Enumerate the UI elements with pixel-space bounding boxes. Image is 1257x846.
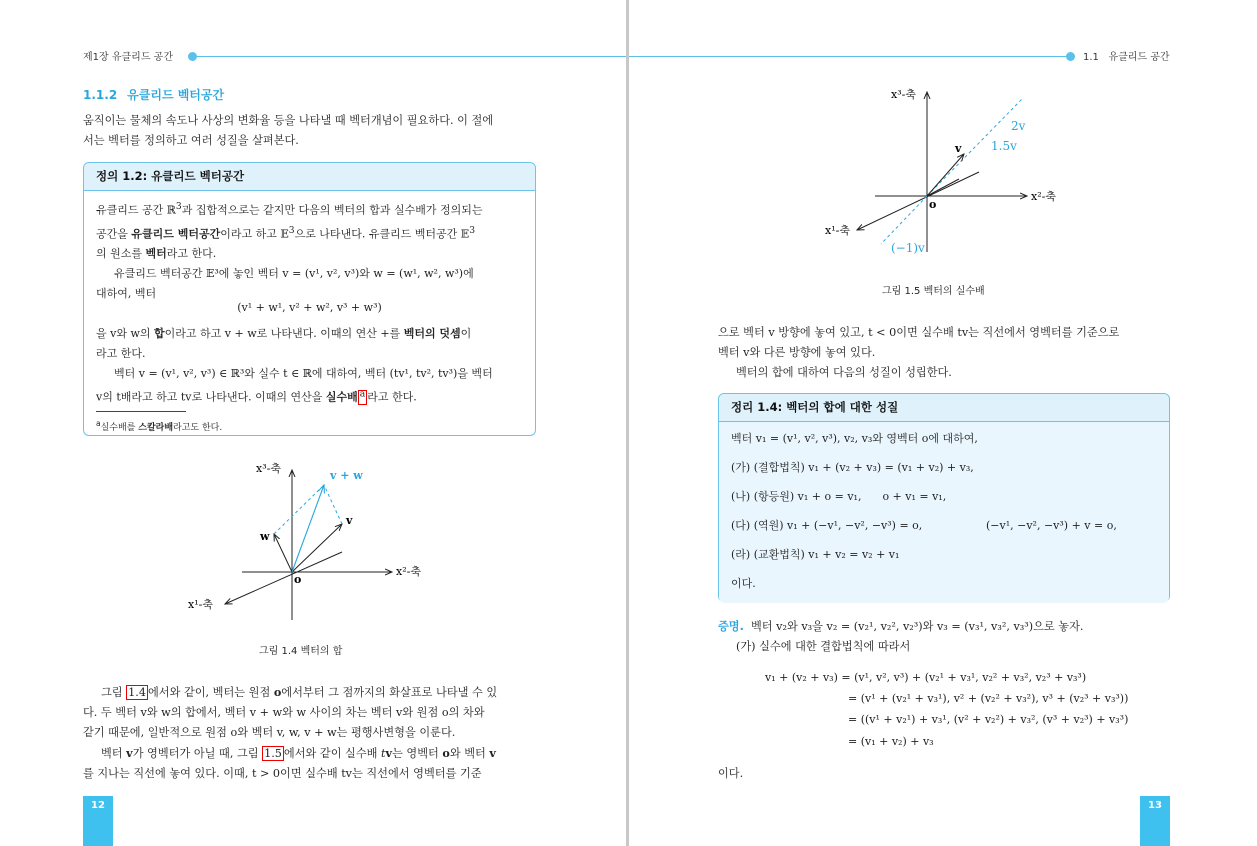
vector-w [274, 534, 292, 572]
header-dot-icon [1066, 52, 1075, 61]
proof-equation: v₁ + (v₂ + v₃) = (v¹, v², v³) + (v₂¹ + v₃¹, v₂² + v₃², v₂³ + v₃³) [765, 671, 1087, 684]
label-2v: 2v [1011, 119, 1026, 133]
para-line: 으로 벡터 v 방향에 놓여 있고, t < 0이면 실수배 tv는 직선에서 영벡터를 기준으로 [718, 326, 1120, 339]
section-title [83, 86, 224, 103]
line-neg-v [881, 196, 927, 244]
page-number-left: 12 [83, 796, 113, 846]
proof [718, 617, 1170, 657]
parallelogram-edge [324, 485, 342, 524]
footnote: $^a$실수배를 스칼라배라고도 한다. [96, 418, 223, 433]
page-number-right: 13 [1140, 796, 1170, 846]
label-w: w [260, 530, 270, 543]
label-x1-axis: x¹-축 [825, 224, 850, 237]
def-line: 벡터 v = (v¹, v², v³) ∈ ℝ³와 실수 t ∈ ℝ에 대하여, 벡터 (tv¹, tv², tv³)을 벡터 [114, 367, 493, 381]
right-page [629, 0, 1257, 846]
running-header-left: 제1장 유클리드 공간 [83, 52, 173, 63]
intro-paragraph [83, 111, 535, 151]
def-line: 유클리드 공간 ℝ$^3$과 집합적으로는 같지만 다음의 벡터의 합과 실수배가 정의되는 [96, 201, 483, 217]
footnote-rule [96, 411, 186, 412]
proof-equation: = (v¹ + (v₂¹ + v₃¹), v² + (v₂² + v₃²), v³ + (v₂³ + v₃³)) [848, 692, 1129, 705]
axis-x1 [857, 172, 979, 230]
para-line: 그림 1.4 에서와 같이, 벡터는 원점 o에서부터 그 점까지의 화살표로 나타낼 수 있 [101, 685, 498, 699]
theorem-body [719, 422, 1169, 603]
def-line: 대하여, 벡터 [96, 287, 157, 301]
left-page [0, 0, 626, 846]
header-rule [629, 56, 1069, 57]
vector-v [292, 524, 342, 572]
label-v: v [346, 514, 353, 527]
def-formula: (v¹ + w¹, v² + w², v³ + w³) [237, 301, 382, 315]
def-line: 공간을 유클리드 벡터공간이라고 하고 𝔼$^3$으로 나타낸다. 유클리드 벡터공간 𝔼$^3$ [96, 224, 476, 241]
body-paragraph [83, 682, 535, 784]
running-header-right: 1.1 유클리드 공간 [1083, 52, 1170, 63]
para-line: 같기 때문에, 일반적으로 원점 o와 벡터 v, w, v + w는 평행사변형을 이룬다. [83, 726, 456, 739]
definition-box [83, 162, 536, 436]
footnote-ref-link[interactable]: a [358, 390, 367, 405]
proof-equation: = (v₁ + v₂) + v₃ [848, 735, 934, 748]
label-x2-axis: x²-축 [1031, 190, 1056, 203]
intro-line: 움직이는 물체의 속도나 사상의 변화율 등을 나타낼 때 벡터개념이 필요하다. 이 절에 [83, 114, 494, 127]
thm-line: (라) (교환법칙) v₁ + v₂ = v₂ + v₁ [731, 548, 900, 561]
def-line: 의 원소를 벡터라고 한다. [96, 247, 217, 261]
vector-v-segment [927, 179, 959, 196]
body-paragraph [718, 323, 1170, 383]
def-line: 유클리드 벡터공간 𝔼³에 놓인 벡터 v = (v¹, v², v³)와 w = (w¹, w², w³)에 [114, 267, 474, 281]
def-line: 을 v와 w의 합이라고 하고 v + w로 나타낸다. 이때의 연산 +를 벡터의 덧셈이 [96, 327, 472, 341]
def-line: 라고 한다. [96, 347, 146, 361]
proof-line: 증명. 벡터 v₂와 v₃을 v₂ = (v₂¹, v₂², v₂³)와 v₃ = (v₃¹, v₃², v₃³)으로 놓자. [718, 620, 1084, 633]
para-line: 를 지나는 직선에 놓여 있다. 이때, t > 0이면 실수배 tv는 직선에서 영벡터를 기준 [83, 767, 482, 780]
thm-line: 벡터 v₁ = (v¹, v², v³), v₂, v₃와 영벡터 o에 대하여, [731, 432, 978, 445]
thm-line: (나) (항등원) v₁ + o = v₁, o + v₁ = v₁, [731, 490, 947, 503]
label-x3-axis: x³-축 [256, 462, 281, 475]
figure-caption: 그림 1.5 벡터의 실수배 [882, 286, 985, 297]
section-title-text: 유클리드 벡터공간 [127, 88, 225, 102]
thm-line: 이다. [731, 577, 756, 590]
proof-end: 이다. [718, 767, 744, 780]
proof-line: (가) 실수에 대한 결합법칙에 따라서 [736, 640, 911, 653]
figure-vector-sum [180, 452, 440, 627]
theorem-title: 정리 1.4: 벡터의 합에 대한 성질 [719, 394, 1169, 422]
parallelogram-edge [274, 485, 324, 534]
label-x3-axis: x³-축 [891, 88, 916, 101]
header-rule [196, 56, 626, 57]
para-line: 벡터의 합에 대하여 다음의 성질이 성립한다. [736, 366, 952, 379]
definition-title: 정의 1.2: 유클리드 벡터공간 [84, 163, 535, 191]
thm-line: (가) (결합법칙) v₁ + (v₂ + v₃) = (v₁ + v₂) + v₃, [731, 461, 974, 474]
figure-caption: 그림 1.4 벡터의 합 [259, 646, 343, 657]
para-line: 벡터 v가 영벡터가 아닐 때, 그림 1.5 에서와 같이 실수배 tv는 영벡터 o와 벡터 v [101, 746, 496, 760]
vector-v [927, 154, 964, 196]
thm-line: (다) (역원) v₁ + (−v¹, −v², −v³) = o, (−v¹, −v², −v³) + v = o, [731, 519, 1117, 532]
def-line: v의 t배라고 하고 tv로 나타낸다. 이때의 연산을 실수배 $^a$ 라고 한다. [96, 388, 417, 404]
vector-v-plus-w [292, 485, 324, 572]
intro-line: 서는 벡터를 정의하고 여러 성질을 살펴본다. [83, 134, 299, 147]
label-neg-v: (−1)v [891, 241, 925, 255]
para-line: 벡터 v와 다른 방향에 놓여 있다. [718, 346, 876, 359]
label-x2-axis: x²-축 [396, 565, 421, 578]
label-1-5v: 1.5v [991, 139, 1017, 153]
para-line: 다. 두 벡터 v와 w의 합에서, 벡터 v + w와 w 사이의 차는 벡터 v와 원점 o의 차와 [83, 706, 485, 719]
label-origin: o [929, 198, 937, 211]
proof-equation: = ((v¹ + v₂¹) + v₃¹, (v² + v₂²) + v₃², (v³ + v₂³) + v₃³) [848, 713, 1129, 726]
figure-ref-link[interactable]: 1.4 [128, 686, 146, 699]
theorem-box [718, 393, 1170, 602]
label-v-plus-w: v + w [330, 469, 363, 482]
label-v: v [955, 142, 962, 155]
figure-ref-link[interactable]: 1.5 [264, 747, 282, 760]
figure-scalar-multiple [809, 84, 1079, 259]
axis-x1 [225, 552, 342, 604]
definition-body [84, 191, 535, 444]
section-number: 1.1.2 [83, 88, 118, 102]
label-x1-axis: x¹-축 [188, 598, 213, 611]
label-origin: o [294, 573, 302, 586]
